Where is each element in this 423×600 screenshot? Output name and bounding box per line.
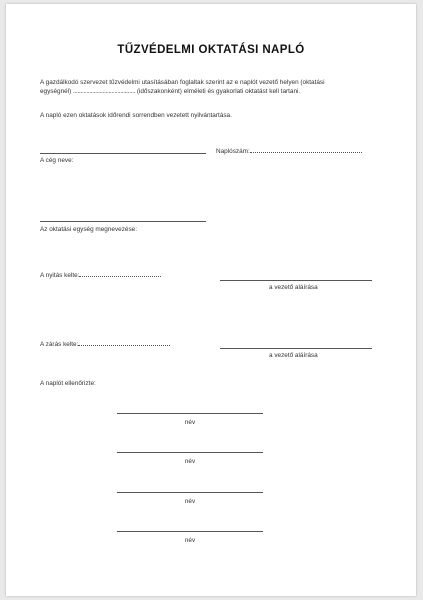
intro-line-1: A gazdálkodó szervezet tűzvédelmi utasításában foglaltak szerint az e naplót vezető helyen (oktatási (40, 79, 325, 86)
opening-date-field[interactable] (40, 272, 161, 279)
closing-date-label: A zárás kelte: (40, 341, 79, 348)
closing-signature-label: a vezető aláírása (269, 352, 318, 359)
opening-signature-line[interactable] (220, 280, 372, 281)
opening-signature-label: a vezető aláírása (269, 284, 318, 291)
log-number-field[interactable] (216, 148, 362, 155)
document-title: TŰZVÉDELMI OKTATÁSI NAPLÓ (117, 44, 305, 56)
company-name-label: A cég neve: (40, 157, 74, 164)
inspector-name-label-4: név (184, 537, 196, 544)
closing-date-field[interactable] (40, 341, 170, 348)
inspector-line-4[interactable] (117, 531, 263, 532)
inspector-name-label-3: név (184, 498, 196, 505)
intro-line-2-start: egységnél) (40, 88, 72, 95)
intro-line-2-end: (időszakonként) elméleti és gyakorlati oktatást kell tartani. (136, 88, 301, 95)
intro-line-2 (40, 87, 395, 96)
intro-line-3: A napló ezen oktatások időrendi sorrendben vezetett nyilvántartása. (40, 112, 232, 119)
log-number-label: Naplószám: (216, 148, 250, 155)
log-number-dotted-line (250, 152, 362, 153)
training-unit-line[interactable] (40, 221, 206, 222)
intro-paragraph (40, 78, 395, 96)
inspector-line-1[interactable] (117, 413, 263, 414)
inspector-name-label-2: név (184, 458, 196, 465)
closing-signature-line[interactable] (220, 348, 372, 349)
inspector-line-3[interactable] (117, 492, 263, 493)
opening-date-dotted-line (79, 276, 161, 277)
inspected-by-label: A naplót ellenőrizte: (40, 380, 96, 387)
document-page (6, 4, 416, 596)
training-unit-label: Az oktatási egység megnevezése: (40, 226, 137, 233)
intro-line-2-dots: .......................................... (73, 88, 136, 95)
inspector-name-label-1: név (184, 419, 196, 426)
opening-date-label: A nyitás kelte: (40, 272, 80, 279)
closing-date-dotted-line (78, 345, 170, 346)
inspector-line-2[interactable] (117, 452, 263, 453)
company-name-line[interactable] (40, 153, 206, 154)
